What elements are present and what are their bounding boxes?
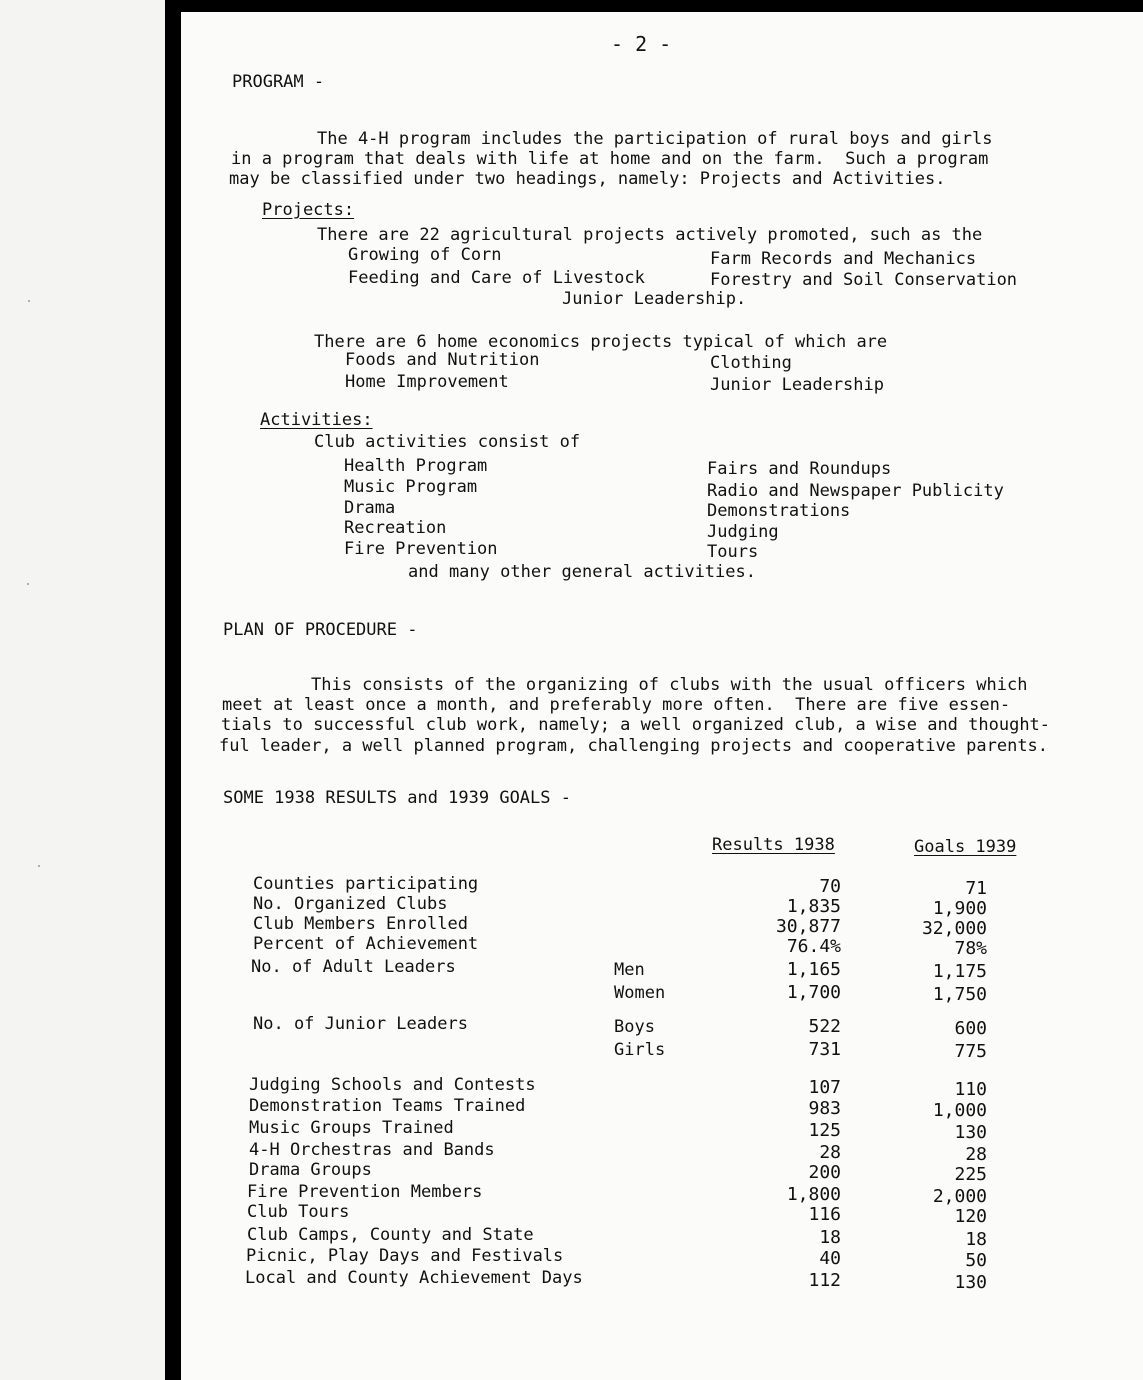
table-cell-goals-1939: 78% (954, 938, 987, 959)
projects-heading: Projects: (262, 200, 355, 220)
scan-speck (27, 583, 29, 585)
column-header-goals-1939: Goals 1939 (914, 837, 1017, 857)
ag-project-item: Junior Leadership. (562, 289, 747, 309)
table-cell-results-1938: 1,835 (786, 896, 841, 917)
table-row-label: 4-H Orchestras and Bands (249, 1140, 495, 1160)
activity-item: Fairs and Roundups (707, 459, 892, 479)
table-cell-results-1938: 18 (819, 1227, 841, 1248)
activity-item: Judging (707, 522, 779, 542)
procedure-heading: PLAN OF PROCEDURE - (223, 620, 418, 640)
activity-item: Radio and Newspaper Publicity (707, 481, 1004, 501)
table-row-label: No. of Junior Leaders (253, 1014, 468, 1034)
table-cell-goals-1939: 50 (965, 1250, 987, 1271)
results-heading: SOME 1938 RESULTS and 1939 GOALS - (223, 788, 571, 808)
document-page (181, 12, 1143, 1380)
home-project-item: Junior Leadership (710, 375, 884, 395)
activity-item: Music Program (344, 477, 478, 497)
table-cell-goals-1939: 32,000 (921, 918, 987, 939)
table-row-label: No. of Adult Leaders (251, 957, 456, 977)
table-row-label: Music Groups Trained (249, 1118, 454, 1138)
facing-page-margin (0, 0, 165, 1380)
projects-intro: There are 22 agricultural projects actively promoted, such as the (317, 225, 983, 245)
table-cell-results-1938: 1,165 (786, 959, 841, 980)
table-cell-results-1938: 112 (808, 1270, 841, 1291)
table-cell-goals-1939: 18 (965, 1229, 987, 1250)
activities-intro: Club activities consist of (314, 432, 581, 452)
ag-project-item: Forestry and Soil Conservation (710, 270, 1018, 290)
procedure-line: ful leader, a well planned program, challenging projects and cooperative parents. (219, 736, 1049, 756)
column-header-results-1938: Results 1938 (712, 835, 835, 855)
home-project-item: Clothing (710, 353, 792, 373)
table-row-label: Counties participating (253, 874, 479, 894)
table-row-sublabel: Men (614, 960, 645, 980)
ag-project-item: Farm Records and Mechanics (710, 249, 977, 269)
table-cell-results-1938: 200 (808, 1162, 841, 1183)
table-cell-results-1938: 40 (819, 1248, 841, 1269)
program-intro-line: The 4-H program includes the participation of rural boys and girls (317, 129, 993, 149)
program-intro-line: in a program that deals with life at home and on the farm. Such a program (231, 149, 989, 169)
table-cell-goals-1939: 130 (954, 1272, 987, 1293)
activity-item: Demonstrations (707, 501, 851, 521)
table-row-label: Club Camps, County and State (247, 1225, 534, 1245)
table-cell-goals-1939: 1,900 (932, 898, 987, 919)
activities-heading: Activities: (260, 410, 373, 430)
procedure-line: meet at least once a month, and preferably more often. There are five essen- (222, 695, 1011, 715)
table-row-sublabel: Girls (614, 1040, 666, 1060)
table-row-label: Demonstration Teams Trained (249, 1096, 526, 1116)
table-cell-results-1938: 30,877 (775, 916, 841, 937)
table-row-label: Drama Groups (249, 1160, 372, 1180)
home-project-item: Foods and Nutrition (345, 350, 540, 370)
scan-speck (38, 865, 40, 867)
table-cell-results-1938: 28 (819, 1142, 841, 1163)
table-cell-results-1938: 125 (808, 1120, 841, 1141)
table-cell-results-1938: 522 (808, 1016, 841, 1037)
procedure-line: tials to successful club work, namely; a well organized club, a wise and thought- (221, 715, 1051, 735)
table-cell-goals-1939: 600 (954, 1018, 987, 1039)
table-row-label: Percent of Achievement (253, 934, 479, 954)
table-cell-goals-1939: 110 (954, 1079, 987, 1100)
table-row-sublabel: Women (614, 983, 666, 1003)
scan-speck (28, 300, 30, 302)
activities-closing: and many other general activities. (408, 562, 756, 582)
procedure-line: This consists of the organizing of clubs with the usual officers which (311, 675, 1028, 695)
ag-project-item: Growing of Corn (348, 245, 502, 265)
table-row-label: Judging Schools and Contests (249, 1075, 536, 1095)
table-cell-results-1938: 983 (808, 1098, 841, 1119)
table-cell-results-1938: 731 (808, 1039, 841, 1060)
activity-item: Health Program (344, 456, 488, 476)
table-cell-results-1938: 1,800 (786, 1184, 841, 1205)
table-cell-goals-1939: 775 (954, 1041, 987, 1062)
table-cell-results-1938: 76.4% (786, 936, 841, 957)
table-row-label: Local and County Achievement Days (245, 1268, 583, 1288)
program-intro-line: may be classified under two headings, namely: Projects and Activities. (229, 169, 946, 189)
table-cell-goals-1939: 2,000 (932, 1186, 987, 1207)
ag-project-item: Feeding and Care of Livestock (348, 268, 645, 288)
table-row-label: Club Members Enrolled (253, 914, 468, 934)
activity-item: Fire Prevention (344, 539, 498, 559)
table-cell-goals-1939: 1,000 (932, 1100, 987, 1121)
activity-item: Recreation (344, 518, 447, 538)
table-cell-goals-1939: 28 (965, 1144, 987, 1165)
activity-item: Tours (707, 542, 759, 562)
home-projects-intro: There are 6 home economics projects typical of which are (314, 332, 888, 352)
activity-item: Drama (344, 498, 396, 518)
table-row-label: Picnic, Play Days and Festivals (246, 1246, 564, 1266)
page-number: - 2 - (611, 32, 672, 56)
table-cell-results-1938: 1,700 (786, 982, 841, 1003)
table-cell-goals-1939: 71 (965, 878, 987, 899)
program-heading: PROGRAM - (232, 72, 325, 92)
table-cell-goals-1939: 225 (954, 1164, 987, 1185)
home-project-item: Home Improvement (345, 372, 509, 392)
table-row-sublabel: Boys (614, 1017, 655, 1037)
table-row-label: No. Organized Clubs (253, 894, 448, 914)
table-cell-results-1938: 70 (819, 876, 841, 897)
table-cell-goals-1939: 1,175 (932, 961, 987, 982)
table-cell-goals-1939: 130 (954, 1122, 987, 1143)
table-cell-results-1938: 107 (808, 1077, 841, 1098)
table-row-label: Club Tours (247, 1202, 350, 1222)
table-row-label: Fire Prevention Members (247, 1182, 483, 1202)
table-cell-results-1938: 116 (808, 1204, 841, 1225)
table-cell-goals-1939: 1,750 (932, 984, 987, 1005)
table-cell-goals-1939: 120 (954, 1206, 987, 1227)
